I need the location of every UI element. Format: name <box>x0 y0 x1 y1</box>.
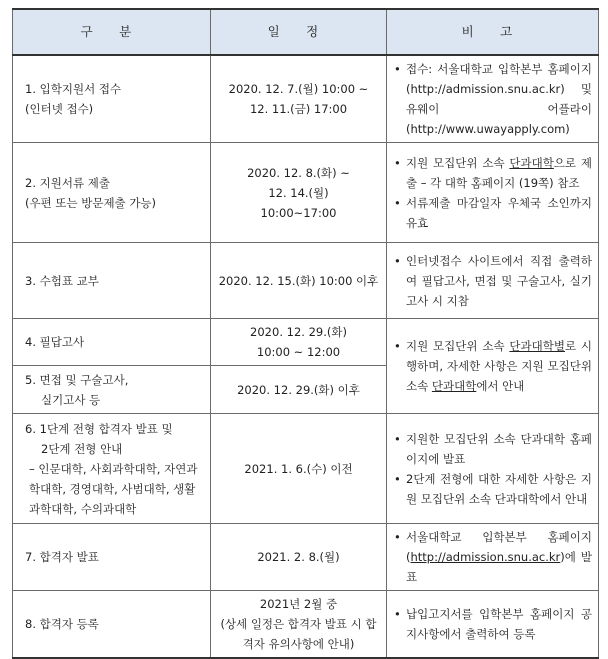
header-row <box>13 9 599 55</box>
schedule-cell: 2020. 12. 7.(월) 10:00 ~ 12. 11.(금) 17:00 <box>211 55 387 143</box>
table-row <box>13 143 599 243</box>
schedule-cell: 2020. 12. 8.(화) ~ 12. 14.(월) 10:00~17:00 <box>211 143 387 243</box>
division-cell: 6. 1단계 전형 합격자 발표 및 2단계 전형 안내 – 인문대학, 사회과학대학, 자연과학대학, 경영대학, 사범대학, 생활과학대학, 수의과대학 <box>13 414 211 524</box>
admission-schedule <box>12 8 598 659</box>
notes-cell <box>387 591 599 659</box>
schedule-cell: 2020. 12. 29.(화) 이후 <box>211 366 387 414</box>
division-cell: 1. 입학지원서 접수 (인터넷 접수) <box>13 55 211 143</box>
schedule-cell: 2020. 12. 29.(화) 10:00 ~ 12:00 <box>211 319 387 366</box>
note-item: • 접수: 서울대학교 입학본부 홈페이지 (http://admission.snu.ac.kr) 및 유웨이 어플라이 (http://www.uwayapply.com) <box>393 59 592 139</box>
table-row <box>13 524 599 591</box>
header-notes: 비 고 <box>387 9 599 55</box>
table-row <box>13 55 599 143</box>
note-item: • 2단계 전형에 대한 자세한 사항은 지원 모집단위 소속 단과대학에서 안내 <box>393 469 592 509</box>
header-division: 구 분 <box>13 9 211 55</box>
admission-link[interactable]: http://admission.snu.ac.kr <box>410 550 561 564</box>
division-cell: 3. 수험표 교부 <box>13 243 211 319</box>
notes-cell <box>387 55 599 143</box>
division-cell: 4. 필답고사 <box>13 319 211 366</box>
notes-cell <box>387 143 599 243</box>
schedule-cell: 2021. 2. 8.(월) <box>211 524 387 591</box>
note-item: • 서울대학교 입학본부 홈페이지 (http://admission.snu.ac.kr)에 발표 <box>393 527 592 587</box>
schedule-cell: 2021년 2월 중 (상세 일정은 합격자 발표 시 합격자 유의사항에 안내) <box>211 591 387 659</box>
note-item: • 지원 모집단위 소속 단과대학으로 제출 – 각 대학 홈페이지 (19쪽) 참조 <box>393 153 592 193</box>
schedule-cell: 2021. 1. 6.(수) 이전 <box>211 414 387 524</box>
table-row <box>13 591 599 659</box>
notes-cell <box>387 414 599 524</box>
division-cell: 7. 합격자 발표 <box>13 524 211 591</box>
note-item: • 인터넷접수 사이트에서 직접 출력하여 필답고사, 면접 및 구술고사, 실기고사 시 지참 <box>393 251 592 311</box>
notes-cell <box>387 243 599 319</box>
notes-cell <box>387 319 599 414</box>
note-item: • 지원한 모집단위 소속 단과대학 홈페이지에 발표 <box>393 429 592 469</box>
division-cell: 2. 지원서류 제출 (우편 또는 방문제출 가능) <box>13 143 211 243</box>
schedule-cell: 2020. 12. 15.(화) 10:00 이후 <box>211 243 387 319</box>
table-row <box>13 243 599 319</box>
division-cell: 5. 면접 및 구술고사, 실기고사 등 <box>13 366 211 414</box>
division-cell: 8. 합격자 등록 <box>13 591 211 659</box>
table-row <box>13 414 599 524</box>
header-schedule: 일 정 <box>211 9 387 55</box>
note-item: • 납입고지서를 입학본부 홈페이지 공지사항에서 출력하여 등록 <box>393 604 592 644</box>
notes-cell <box>387 524 599 591</box>
schedule-table <box>12 8 599 659</box>
note-item: • 서류제출 마감일자 우체국 소인까지 유효 <box>393 193 592 233</box>
table-row <box>13 319 599 366</box>
note-item: • 지원 모집단위 소속 단과대학별로 시행하며, 자세한 사항은 지원 모집단위 소속 단과대학에서 안내 <box>393 336 592 396</box>
